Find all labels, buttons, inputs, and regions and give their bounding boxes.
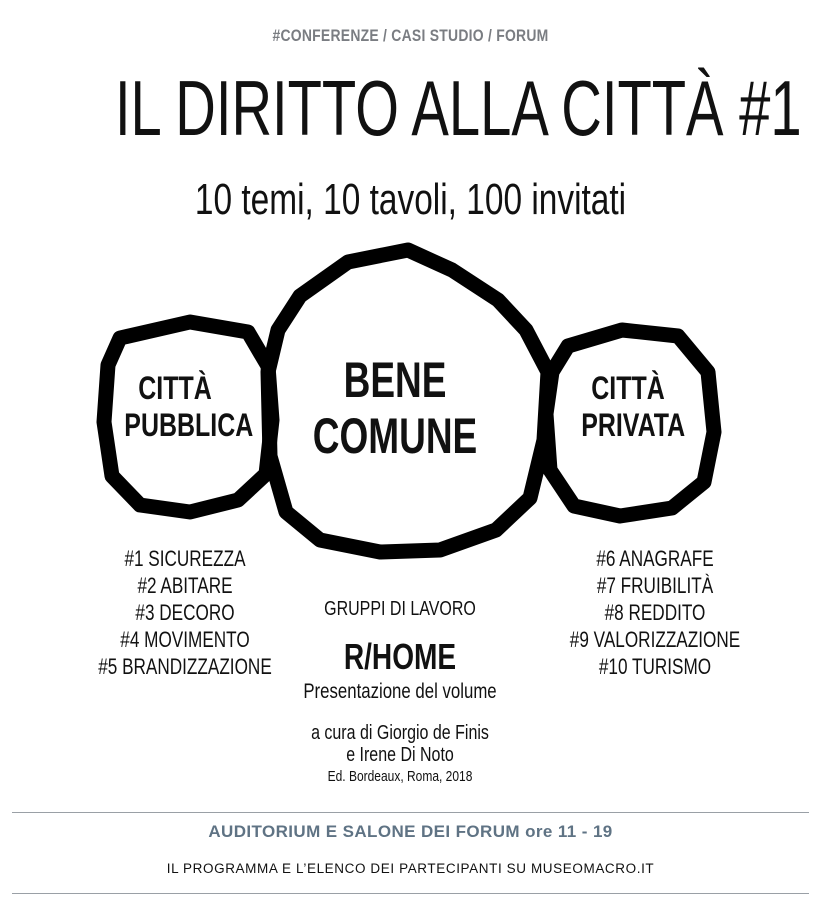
theme-item: #7 FRUIBILITÀ (596, 573, 714, 598)
book-presentation: Presentazione del volume (303, 680, 497, 703)
venue-info: AUDITORIUM E SALONE DEI FORUM ore 11 - 19 (208, 822, 613, 841)
right-blob-label (581, 370, 686, 444)
center-blob-line2: COMUNE (312, 408, 478, 464)
book-title: R/HOME (343, 636, 457, 677)
program-info: IL PROGRAMMA E L’ELENCO DEI PARTECIPANTI SU MUSEOMACRO.IT (166, 861, 655, 876)
center-blob-line1: BENE (343, 352, 447, 408)
theme-item: #1 SICUREZZA (124, 546, 246, 571)
left-blob-line1: CITTÀ (138, 370, 212, 406)
right-blob-line1: CITTÀ (591, 370, 665, 406)
themes-left-list (60, 545, 310, 680)
theme-item: #6 ANAGRAFE (596, 546, 714, 571)
main-title: IL DIRITTO ALLA CITTÀ #1 (114, 64, 802, 152)
theme-item: #9 VALORIZZAZIONE (569, 627, 741, 652)
left-blob-line2: PUBBLICA (124, 406, 254, 443)
theme-item: #10 TURISMO (598, 654, 712, 679)
footer-divider-bottom (12, 893, 809, 894)
left-blob-label (124, 370, 254, 444)
center-blob-label (310, 352, 480, 464)
subtitle: 10 temi, 10 tavoli, 100 invitati (194, 175, 627, 224)
theme-item: #4 MOVIMENTO (120, 627, 250, 652)
workgroups-label: GRUPPI DI LAVORO (324, 598, 476, 620)
book-publisher: Ed. Bordeaux, Roma, 2018 (327, 768, 473, 785)
footer-divider-top (12, 812, 809, 813)
book-editors-line2: e Irene Di Noto (346, 744, 454, 766)
themes-right-list (530, 545, 780, 680)
right-blob-line2: PRIVATA (581, 406, 686, 443)
event-tags: #CONFERENZE / CASI STUDIO / FORUM (272, 26, 549, 45)
theme-item: #3 DECORO (135, 600, 235, 625)
book-editors-line1: a cura di Giorgio de Finis (311, 722, 489, 744)
theme-item: #2 ABITARE (137, 573, 233, 598)
theme-item: #5 BRANDIZZAZIONE (98, 654, 272, 679)
theme-item: #8 REDDITO (604, 600, 706, 625)
